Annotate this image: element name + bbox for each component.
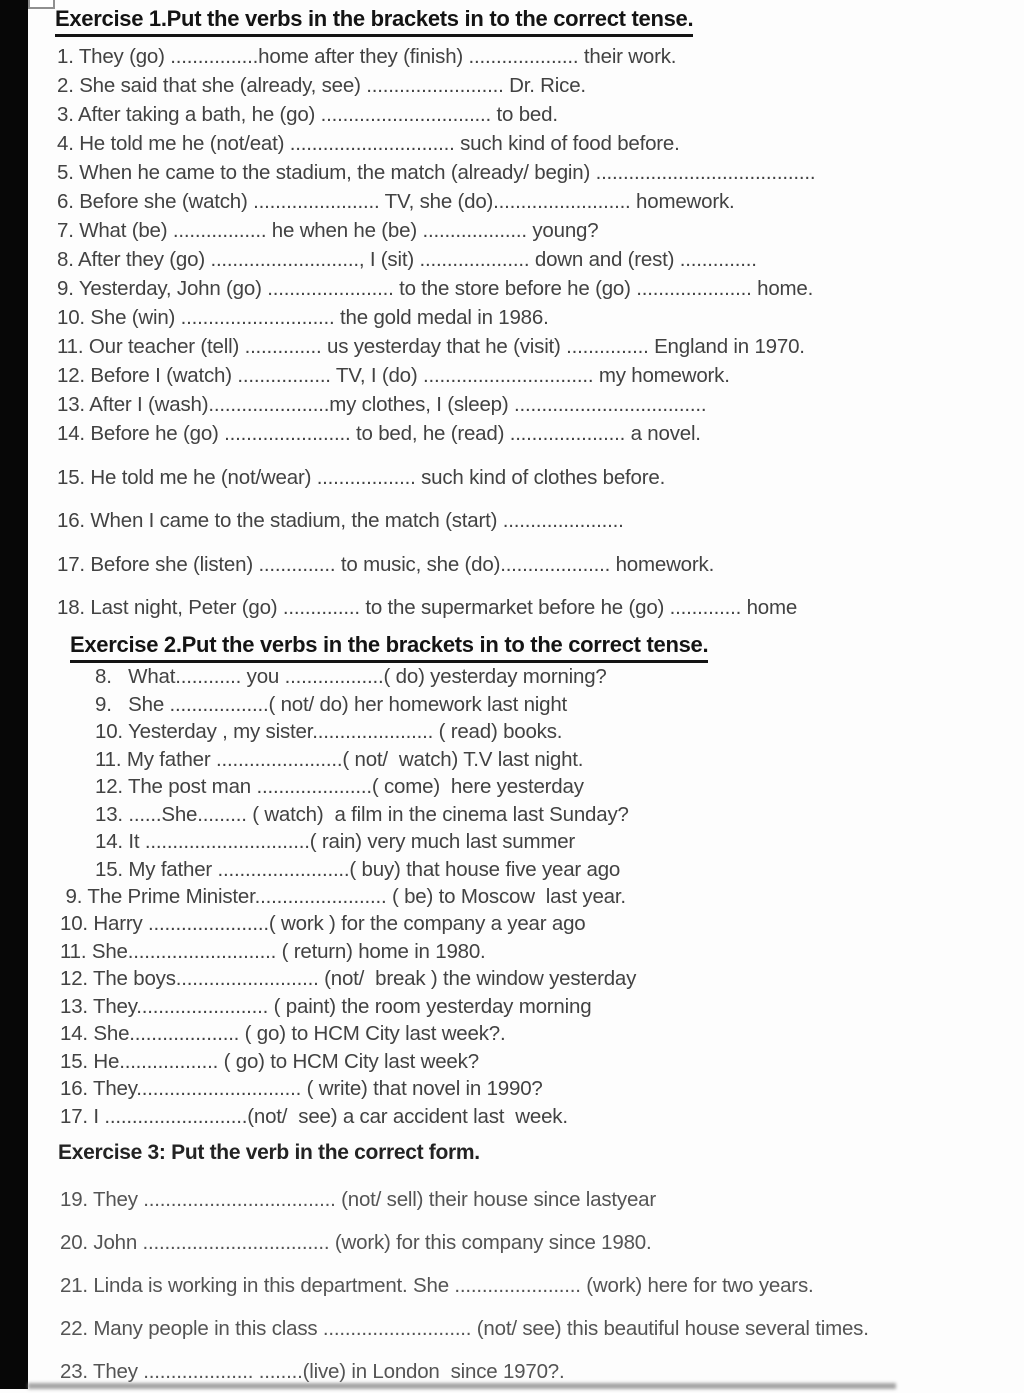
exercise3-list [60, 1178, 869, 1393]
left-page-border [0, 0, 28, 1389]
ex2-item-8: 8. What............ you ..................( do) yesterday morning? [95, 665, 607, 688]
cutoff-content-smear [28, 1383, 896, 1389]
ex2-item-15: 15. My father ........................( buy) that house five year ago [95, 857, 621, 881]
ex1-item-4: 4. He told me he (not/eat) .............................. such kind of food before. [57, 132, 680, 155]
ex1-item-3: 3. After taking a bath, he (go) ............................... to bed. [57, 103, 558, 126]
ex2-item-12: 12. The post man .....................( come) here yesterday [95, 775, 584, 798]
ex2-item-13: 13. ......She......... ( watch) a film in the cinema last Sunday? [95, 802, 629, 826]
ex2-item-9: 9. She ..................( not/ do) her homework last night [95, 692, 568, 716]
exercise2-inner-list [95, 663, 629, 883]
exercise2-outer-list [60, 883, 636, 1130]
ex3-item-19: 19. They ................................... (not/ sell) their house since lastyear [60, 1188, 656, 1211]
ex1-item-7: 7. What (be) ................. he when he (be) ................... young? [57, 219, 599, 242]
ex1-item-2: 2. She said that she (already, see) ......................... Dr. Rice. [57, 74, 586, 97]
ex3-item-21: 21. Linda is working in this department. She ....................... (work) here for two years. [60, 1274, 814, 1297]
ex2-item-14: 14. It ..............................( rain) very much last summer [95, 830, 576, 853]
ex1-item-12: 12. Before I (watch) ................. TV, I (do) ............................... my homework. [57, 364, 730, 387]
ex2-outer-item-12: 12. The boys.......................... (not/ break ) the window yesterday [60, 967, 637, 991]
ex1-item-9: 9. Yesterday, John (go) ....................... to the store before he (go) ..................... home. [57, 277, 814, 300]
ex2-outer-item-10: 10. Harry ......................( work ) for the company a year ago [60, 912, 586, 936]
ex1-item-8: 8. After they (go) ..........................., I (sit) .................... down and (rest) .............. [57, 248, 757, 271]
ex2-outer-item-13: 13. They........................ ( paint) the room yesterday morning [60, 994, 592, 1018]
ex2-item-10: 10. Yesterday , my sister...................... ( read) books. [95, 720, 563, 743]
ex1-item-10: 10. She (win) ............................ the gold medal in 1986. [57, 306, 549, 329]
ex3-item-20: 20. John .................................. (work) for this company since 1980. [60, 1231, 652, 1254]
ex2-outer-item-15: 15. He.................. ( go) to HCM City last week? [60, 1049, 479, 1073]
exercise3-heading: Exercise 3: Put the verb in the correct form. [58, 1141, 480, 1164]
ex2-outer-item-17: 17. I ..........................(not/ see) a car accident last week. [60, 1104, 568, 1128]
ex1-item-13: 13. After I (wash)......................my clothes, I (sleep) ................................... [57, 393, 707, 416]
ex1-item-16: 16. When I came to the stadium, the match (start) ...................... [57, 509, 624, 532]
ex1-item-5: 5. When he came to the stadium, the match (already/ begin) ........................................ [57, 161, 816, 184]
page-corner-marker [28, 0, 55, 9]
ex2-outer-item-9: 9. The Prime Minister........................ ( be) to Moscow last year. [60, 885, 626, 908]
ex2-item-11: 11. My father .......................( not/ watch) T.V last night. [95, 747, 584, 771]
ex1-item-1: 1. They (go) ................home after they (finish) .................... their work. [57, 45, 677, 68]
ex1-item-18: 18. Last night, Peter (go) .............. to the supermarket before he (go) ............. home [57, 596, 798, 619]
ex3-item-22: 22. Many people in this class ........................... (not/ see) this beautiful house several times. [60, 1317, 869, 1340]
ex1-item-15: 15. He told me he (not/wear) .................. such kind of clothes before. [57, 465, 666, 489]
exercise2-heading: Exercise 2.Put the verbs in the brackets in to the correct tense. [70, 632, 708, 663]
ex1-item-14: 14. Before he (go) ....................... to bed, he (read) ..................... a novel. [57, 422, 701, 445]
ex3-item-23: 23. They .................... ........(live) in London since 1970?. [60, 1360, 565, 1383]
exercise1-list [57, 42, 815, 622]
ex1-item-11: 11. Our teacher (tell) .............. us yesterday that he (visit) ............... England in 1970. [57, 335, 805, 358]
ex1-item-17: 17. Before she (listen) .............. to music, she (do).................... homework. [57, 552, 715, 576]
exercise1-heading: Exercise 1.Put the verbs in the brackets in to the correct tense. [55, 6, 693, 37]
ex1-item-6: 6. Before she (watch) ....................... TV, she (do)......................... homework. [57, 190, 735, 213]
ex2-outer-item-14: 14. She.................... ( go) to HCM City last week?. [60, 1022, 506, 1046]
ex2-outer-item-16: 16. They.............................. ( write) that novel in 1990? [60, 1077, 543, 1101]
ex2-outer-item-11: 11. She........................... ( return) home in 1980. [60, 939, 486, 963]
